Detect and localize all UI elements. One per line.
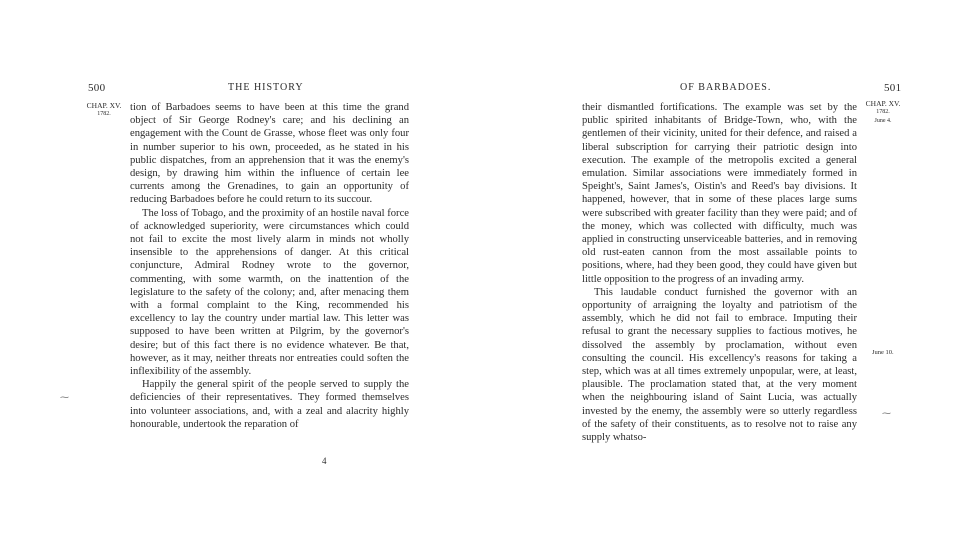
paragraph: Happily the general spirit of the people served to supply the deficiencies of their representatives. They formed themselves into volunteer associations, and, with a zeal and alacrity highly honourable, undertook the reparation of: [130, 379, 409, 430]
margin-chapter-note: [83, 101, 125, 119]
running-head: OF BARBADOES.: [680, 82, 772, 93]
paragraph: This laudable conduct furnished the governor with an opportunity of arraigning the loyalty and patriotism of the assembly, which he did not fail to embrace. Imputing their refusal to grant the necessary supplies to factious motives, he dissolved the assembly by proclamation, without even consulting the council. His excellency's reasons for taking a step, which was at all times extremely unpopular, were, at least, plausible. The proclamation stated that, at the very moment when the neighbouring island of Saint Lucia, was actually invested by the enemy, the assembly were so utterly regardless of the safety of their constituents, as to resolve not to raise any supply whatso-: [582, 286, 857, 444]
right-page: [490, 0, 980, 552]
signature-mark: 4: [322, 456, 327, 466]
margin-date: June 4.: [874, 118, 892, 124]
scan-speck: ⁓: [60, 392, 69, 402]
paragraph: The loss of Tobago, and the proximity of an hostile naval force of acknowledged superiority, were circumstances which could not fail to excite the most lively alarm in minds not wholly insensible to the apprehensions of danger. At this critical conjuncture, Admiral Rodney wrote to the governor, commenting, with some warmth, on the inattention of the legislature to the safety of the colony; and, after menacing them with a formal complaint to the King, recommended his excellency to lay the country under martial law. This letter was supposed to have been written at Pilgrim, by the governor's desire; but of this fact there is no evidence whatever. Be that, however, as it may, neither threats nor entreaties could soften the inflexibility of the assembly.: [130, 207, 409, 378]
margin-date: June 10.: [872, 349, 894, 356]
page-number: 500: [88, 82, 106, 94]
paragraph: their dismantled fortifications. The example was set by the public spirited inhabitants of Bridge-Town, who, with the gentlemen of their vicinity, united for their defence, and raised a liberal subscription for carrying their patriotic design into execution. The example of the metropolis excited a general emulation. Similar associations were immediately formed in Speight's, Saint James's, Oistin's and Reed's bay divisions. It happened, however, that in some of these places large sums were subscribed with greater facility than they were paid; and of the money, which was collected with difficulty, much was applied in constructing unserviceable batteries, and in removing old rust-eaten cannon from the most assailable points to positions, where, had they been good, they could have given but little opposition to the progress of an invading army.: [582, 102, 857, 285]
body-text: [130, 101, 409, 431]
margin-chapter-note: [860, 99, 906, 126]
margin-chapter: CHAP. XV.: [865, 99, 901, 108]
paragraph: tion of Barbadoes seems to have been at this time the grand object of Sir George Rodney's care; and his declining an engagement with the Count de Grasse, whose fleet was only four in number superior to his own, proceeded, as he stated in his public dispatches, from an apprehension that it was the enemy's design, by drawing him within the influence of certain lee currents among the Grenadines, to gain an opportunity of reducing Barbadoes before he could return to its succour.: [130, 102, 409, 206]
margin-year: 1782.: [876, 109, 890, 115]
body-text: [582, 101, 857, 444]
page-number: 501: [884, 82, 902, 94]
margin-chapter: CHAP. XV.: [86, 101, 122, 110]
scan-speck: ⁓: [882, 408, 891, 418]
running-head: THE HISTORY: [228, 82, 304, 93]
margin-year: 1782.: [97, 111, 111, 117]
